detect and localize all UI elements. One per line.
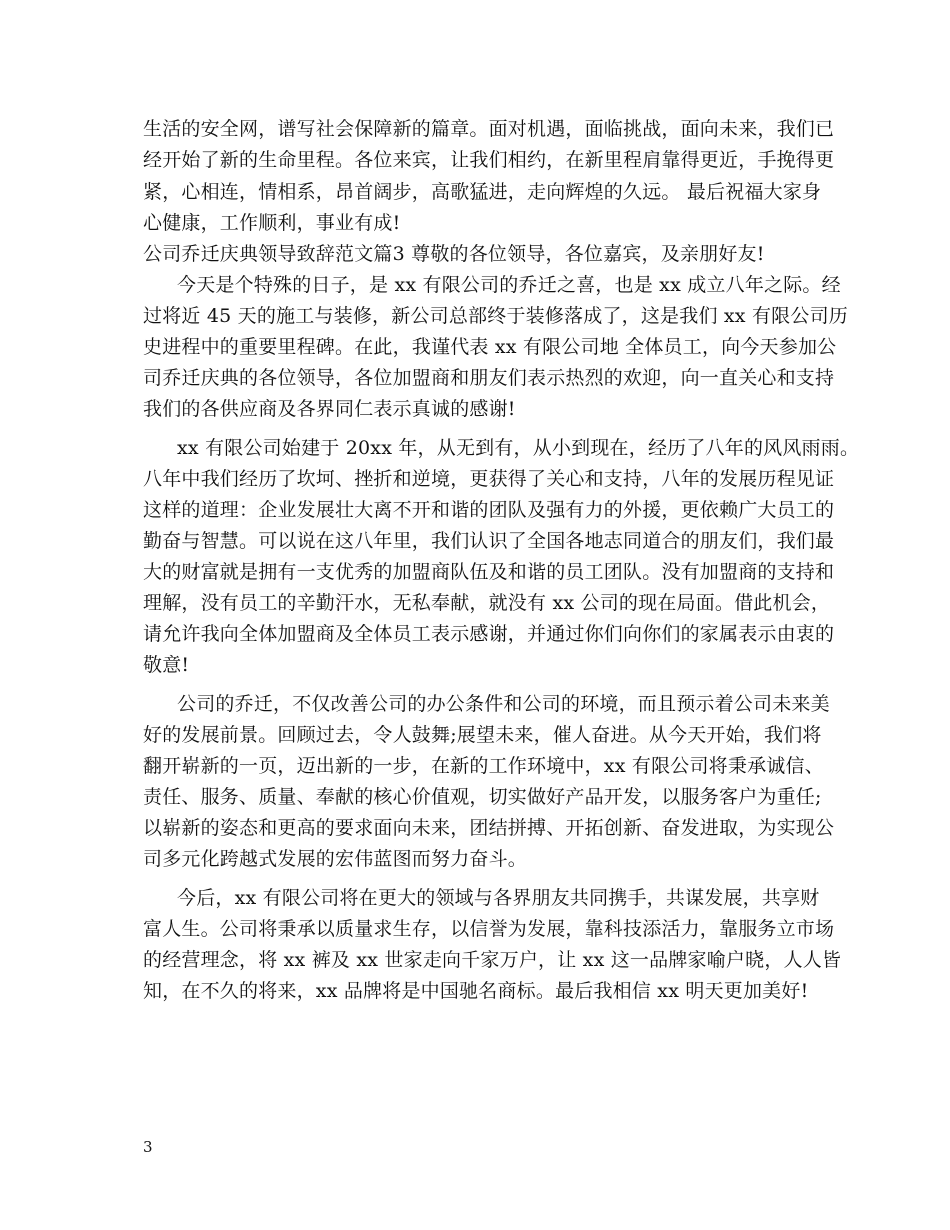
text-line: 以崭新的姿态和更高的要求面向未来，团结拼搏、开拓创新、奋发进取，为实现公 [143, 817, 835, 839]
text-line: 司多元化跨越式发展的宏伟蓝图而努力奋斗。 [143, 848, 528, 870]
text-line: 好的发展前景。回顾过去，令人鼓舞;展望未来，催人奋进。从今天开始，我们将 [143, 724, 822, 746]
text-line: 经开始了新的生命里程。各位来宾，让我们相约，在新里程肩靠得更近，手挽得更 [143, 149, 835, 171]
text-line: 翻开崭新的一页，迈出新的一步，在新的工作环境中，xx 有限公司将秉承诚信、 [143, 755, 824, 777]
text-line: 的经营理念，将 xx 裤及 xx 世家走向千家万户，让 xx 这一品牌家喻户晓，人人皆 [143, 949, 842, 971]
text-line: 过将近 45 天的施工与装修，新公司总部终于装修落成了，这是我们 xx 有限公司历 [143, 305, 848, 327]
text-line: 我们的各供应商及各界同仁表示真诚的感谢! [143, 398, 516, 420]
text-line: 大的财富就是拥有一支优秀的加盟商队伍及和谐的员工团队。没有加盟商的支持和 [143, 561, 835, 583]
text-line: 理解，没有员工的辛勤汗水，无私奉献，就没有 xx 公司的现在局面。借此机会， [143, 592, 831, 614]
text-line: 敬意! [143, 654, 190, 676]
text-line: 责任、服务、质量、奉献的核心价值观，切实做好产品开发，以服务客户为重任; [143, 786, 822, 808]
section-heading: 公司乔迁庆典领导致辞范文篇3 尊敬的各位领导，各位嘉宾，及亲朋好友! [143, 243, 765, 265]
paragraph-first-line: xx 有限公司始建于 20xx 年，从无到有，从小到现在，经历了八年的风风雨雨。 [177, 437, 860, 459]
paragraph-first-line: 公司的乔迁，不仅改善公司的办公条件和公司的环境，而且预示着公司未来美 [177, 693, 830, 715]
text-line: 史进程中的重要里程碑。在此，我谨代表 xx 有限公司地 全体员工，向今天参加公 [143, 336, 837, 358]
text-line: 这样的道理：企业发展壮大离不开和谐的团队及强有力的外援，更依赖广大员工的 [143, 499, 835, 521]
text-line: 心健康，工作顺利，事业有成! [143, 212, 401, 234]
text-line: 请允许我向全体加盟商及全体员工表示感谢，并通过你们向你们的家属表示由衷的 [143, 623, 835, 645]
text-line: 生活的安全网，谱写社会保障新的篇章。面对机遇，面临挑战，面向未来，我们已 [143, 118, 835, 140]
text-line: 紧，心相连，情相系，昂首阔步，高歌猛进，走向辉煌的久远。 最后祝福大家身 [143, 181, 822, 203]
text-line: 八年中我们经历了坎坷、挫折和逆境，更获得了关心和支持，八年的发展历程见证 [143, 468, 835, 490]
text-line: 司乔迁庆典的各位领导，各位加盟商和朋友们表示热烈的欢迎，向一直关心和支持 [143, 367, 835, 389]
text-line: 知，在不久的将来，xx 品牌将是中国驰名商标。最后我相信 xx 明天更加美好! [143, 980, 809, 1002]
paragraph-first-line: 今后，xx 有限公司将在更大的领域与各界朋友共同携手，共谋发展，共享财 [177, 887, 820, 909]
page-number: 3 [143, 1138, 153, 1156]
text-line: 富人生。公司将秉承以质量求生存，以信誉为发展，靠科技添活力，靠服务立市场 [143, 918, 835, 940]
paragraph-first-line: 今天是个特殊的日子，是 xx 有限公司的乔迁之喜，也是 xx 成立八年之际。经 [177, 274, 841, 296]
text-line: 勤奋与智慧。可以说在这八年里，我们认识了全国各地志同道合的朋友们，我们最 [143, 530, 835, 552]
